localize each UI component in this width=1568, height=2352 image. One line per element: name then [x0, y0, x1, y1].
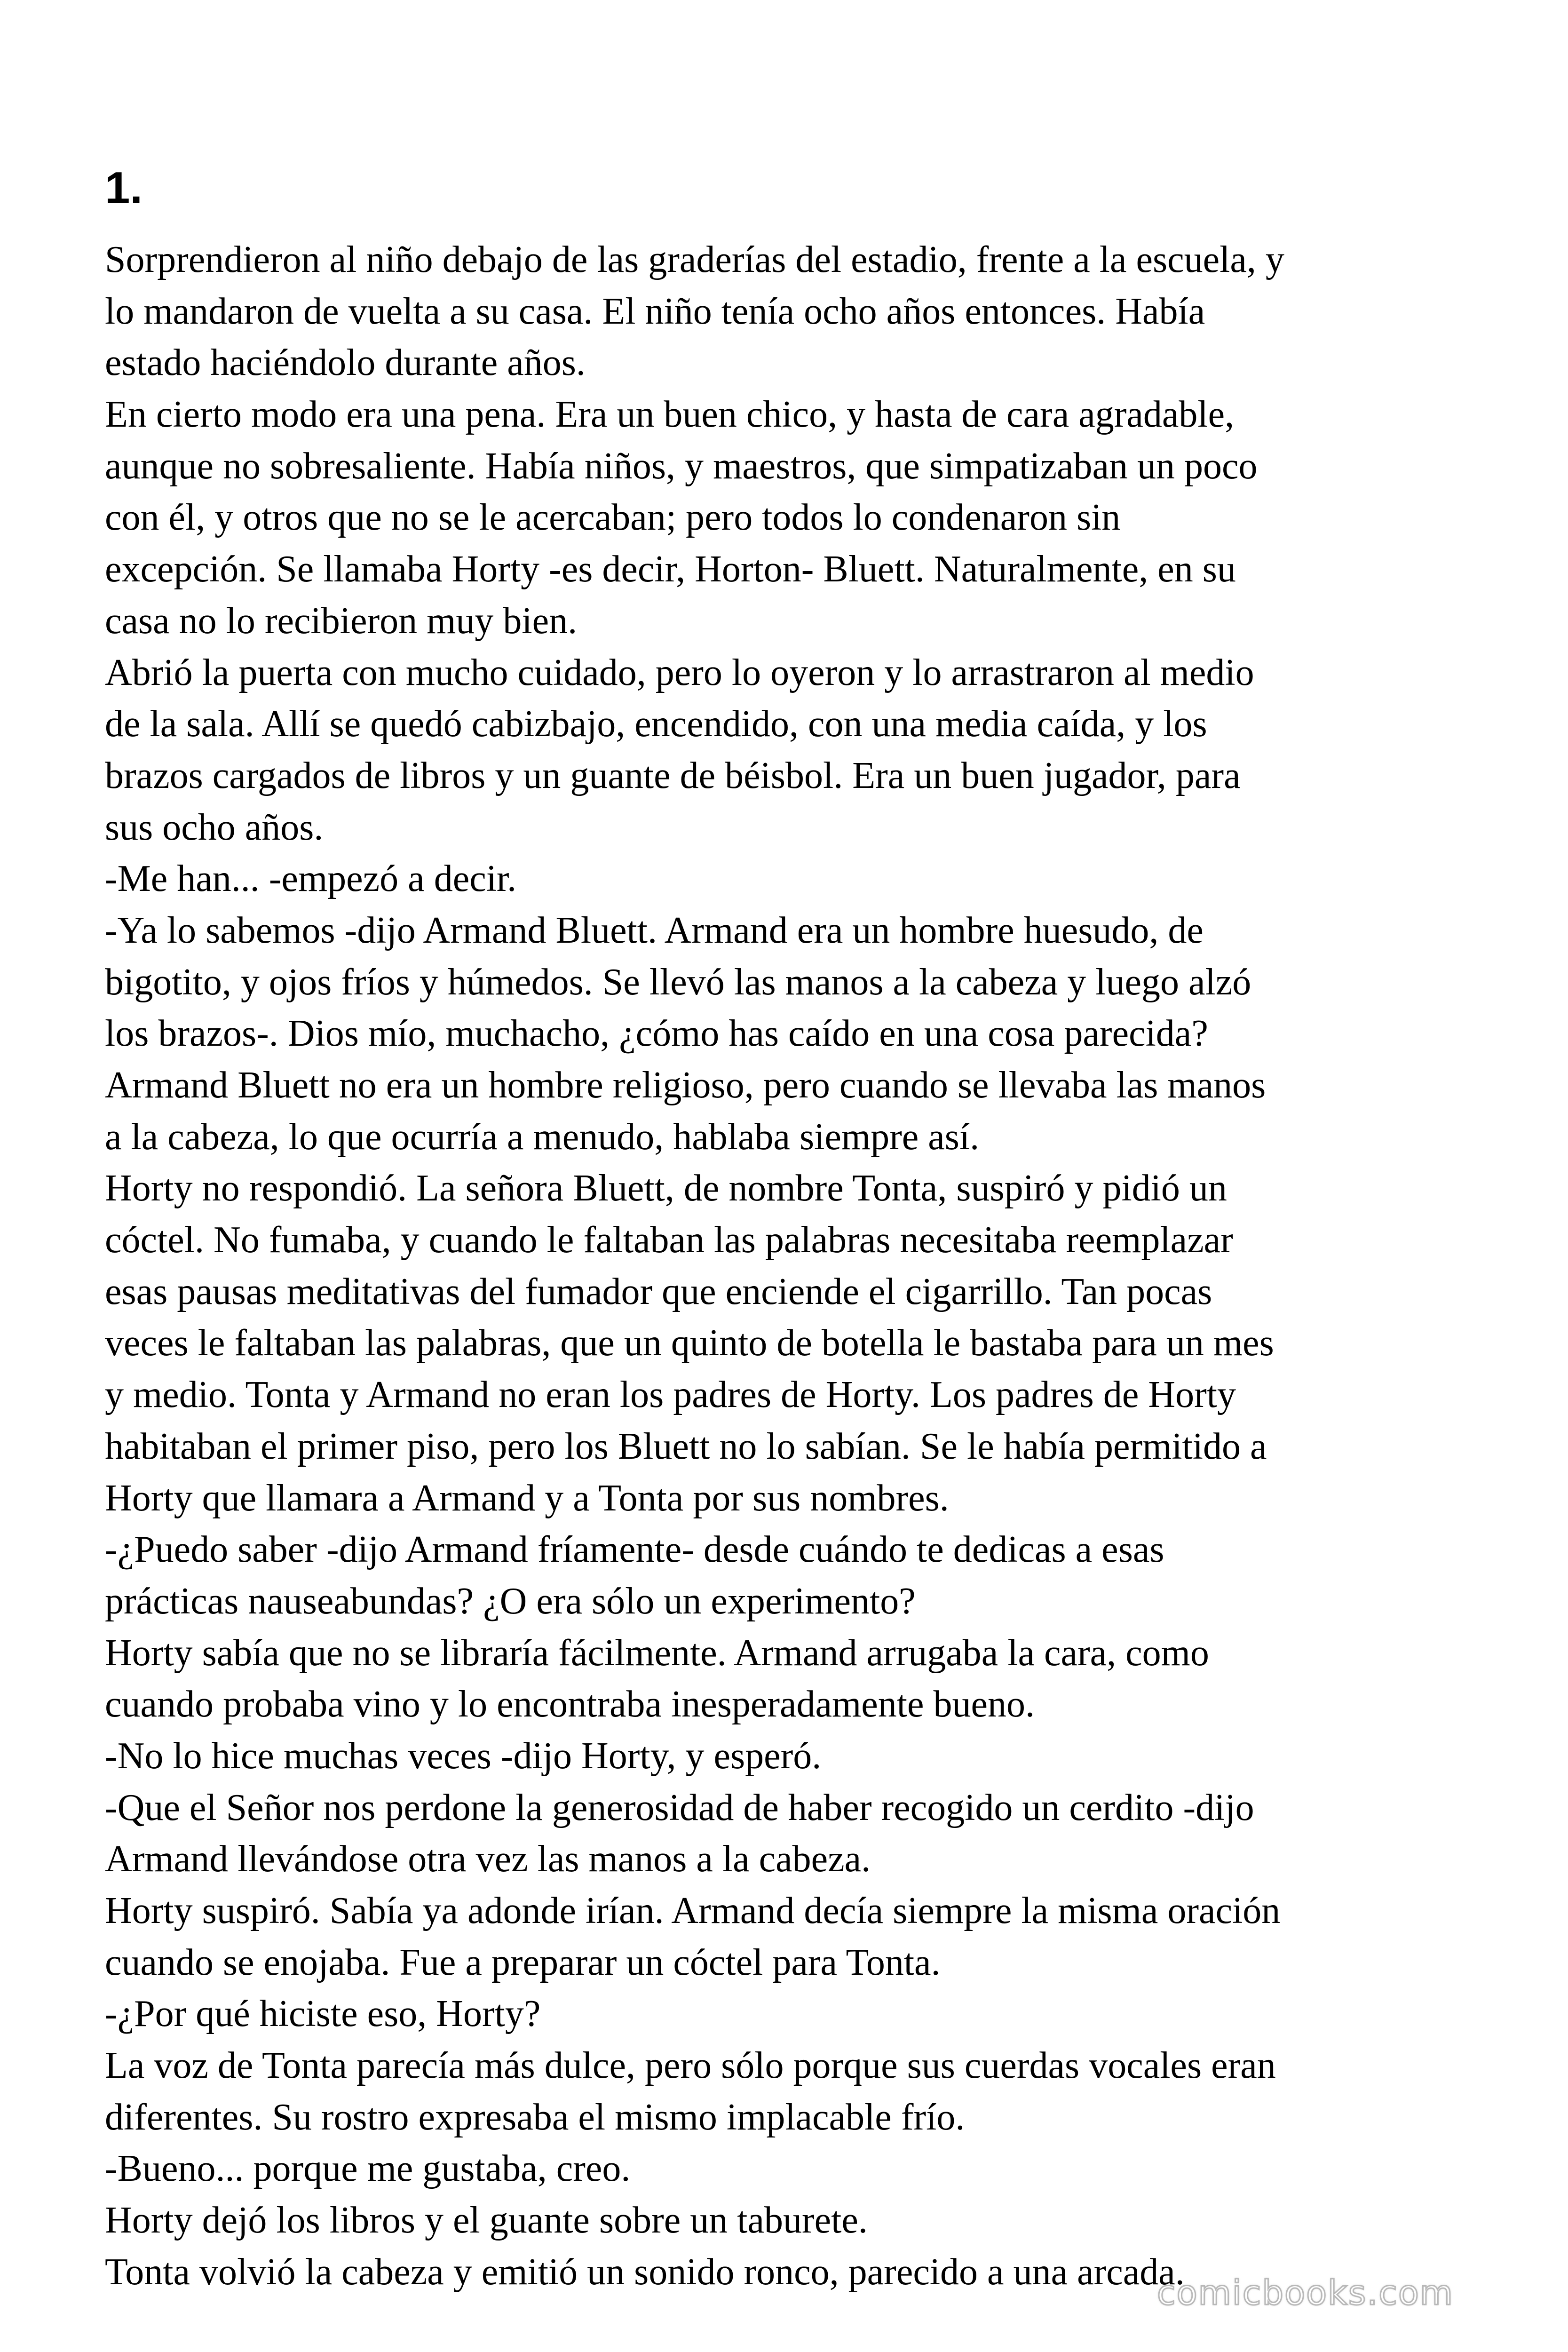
body-text: [105, 234, 1478, 2298]
text-line: cuando probaba vino y lo encontraba inesperadamente bueno.: [105, 1684, 1035, 1725]
text-line: de la sala. Allí se quedó cabizbajo, encendido, con una media caída, y los: [105, 703, 1207, 745]
text-line: bigotito, y ojos fríos y húmedos. Se llevó las manos a la cabeza y luego alzó: [105, 961, 1251, 1003]
text-line: los brazos-. Dios mío, muchacho, ¿cómo has caído en una cosa parecida?: [105, 1013, 1208, 1055]
text-line: Tonta volvió la cabeza y emitió un sonido ronco, parecido a una arcada.: [105, 2251, 1185, 2293]
text-line: diferentes. Su rostro expresaba el mismo implacable frío.: [105, 2096, 965, 2138]
text-line: esas pausas meditativas del fumador que enciende el cigarrillo. Tan pocas: [105, 1271, 1212, 1312]
text-line: y medio. Tonta y Armand no eran los padres de Horty. Los padres de Horty: [105, 1374, 1236, 1416]
text-line: Abrió la puerta con mucho cuidado, pero lo oyeron y lo arrastraron al medio: [105, 652, 1254, 693]
text-line: -Que el Señor nos perdone la generosidad de haber recogido un cerdito -dijo: [105, 1787, 1254, 1828]
text-line: Armand Bluett no era un hombre religioso, pero cuando se llevaba las manos: [105, 1065, 1266, 1106]
text-line: Sorprendieron al niño debajo de las graderías del estadio, frente a la escuela, y: [105, 239, 1284, 280]
text-line: Horty sabía que no se libraría fácilmente. Armand arrugaba la cara, como: [105, 1632, 1209, 1674]
text-line: Armand llevándose otra vez las manos a la cabeza.: [105, 1838, 871, 1880]
text-line: excepción. Se llamaba Horty -es decir, Horton- Bluett. Naturalmente, en su: [105, 548, 1236, 590]
text-line: veces le faltaban las palabras, que un quinto de botella le bastaba para un mes: [105, 1322, 1274, 1364]
text-line: -¿Puedo saber -dijo Armand fríamente- desde cuándo te dedicas a esas: [105, 1529, 1164, 1571]
text-line: Horty dejó los libros y el guante sobre un taburete.: [105, 2200, 868, 2241]
text-line: cuando se enojaba. Fue a preparar un cóctel para Tonta.: [105, 1941, 941, 1983]
text-line: con él, y otros que no se le acercaban; pero todos lo condenaron sin: [105, 497, 1121, 539]
text-line: a la cabeza, lo que ocurría a menudo, hablaba siempre así.: [105, 1116, 980, 1158]
text-line: lo mandaron de vuelta a su casa. El niño tenía ocho años entonces. Había: [105, 290, 1205, 332]
text-line: estado haciéndolo durante años.: [105, 342, 586, 384]
text-line: En cierto modo era una pena. Era un buen chico, y hasta de cara agradable,: [105, 394, 1235, 436]
text-line: brazos cargados de libros y un guante de béisbol. Era un buen jugador, para: [105, 755, 1241, 796]
text-line: prácticas nauseabundas? ¿O era sólo un experimento?: [105, 1580, 916, 1622]
text-line: -Bueno... porque me gustaba, creo.: [105, 2148, 631, 2190]
text-line: -¿Por qué hiciste eso, Horty?: [105, 1993, 541, 2035]
text-line: Horty suspiró. Sabía ya adonde irían. Armand decía siempre la misma oración: [105, 1890, 1281, 1931]
text-line: aunque no sobresaliente. Había niños, y maestros, que simpatizaban un poco: [105, 445, 1258, 487]
text-line: -No lo hice muchas veces -dijo Horty, y esperó.: [105, 1735, 822, 1777]
text-line: casa no lo recibieron muy bien.: [105, 600, 578, 642]
text-line: Horty que llamara a Armand y a Tonta por sus nombres.: [105, 1477, 949, 1519]
text-line: cóctel. No fumaba, y cuando le faltaban las palabras necesitaba reemplazar: [105, 1219, 1233, 1261]
text-line: Horty no respondió. La señora Bluett, de nombre Tonta, suspiró y pidió un: [105, 1168, 1227, 1209]
text-line: La voz de Tonta parecía más dulce, pero sólo porque sus cuerdas vocales eran: [105, 2045, 1276, 2087]
watermark-text: comicbooks.com: [1157, 2273, 1454, 2312]
text-line: sus ocho años.: [105, 806, 324, 848]
chapter-number: 1.: [105, 163, 143, 213]
text-line: -Me han... -empezó a decir.: [105, 858, 517, 900]
text-line: -Ya lo sabemos -dijo Armand Bluett. Armand era un hombre huesudo, de: [105, 909, 1204, 951]
text-line: habitaban el primer piso, pero los Bluett no lo sabían. Se le había permitido a: [105, 1425, 1267, 1467]
